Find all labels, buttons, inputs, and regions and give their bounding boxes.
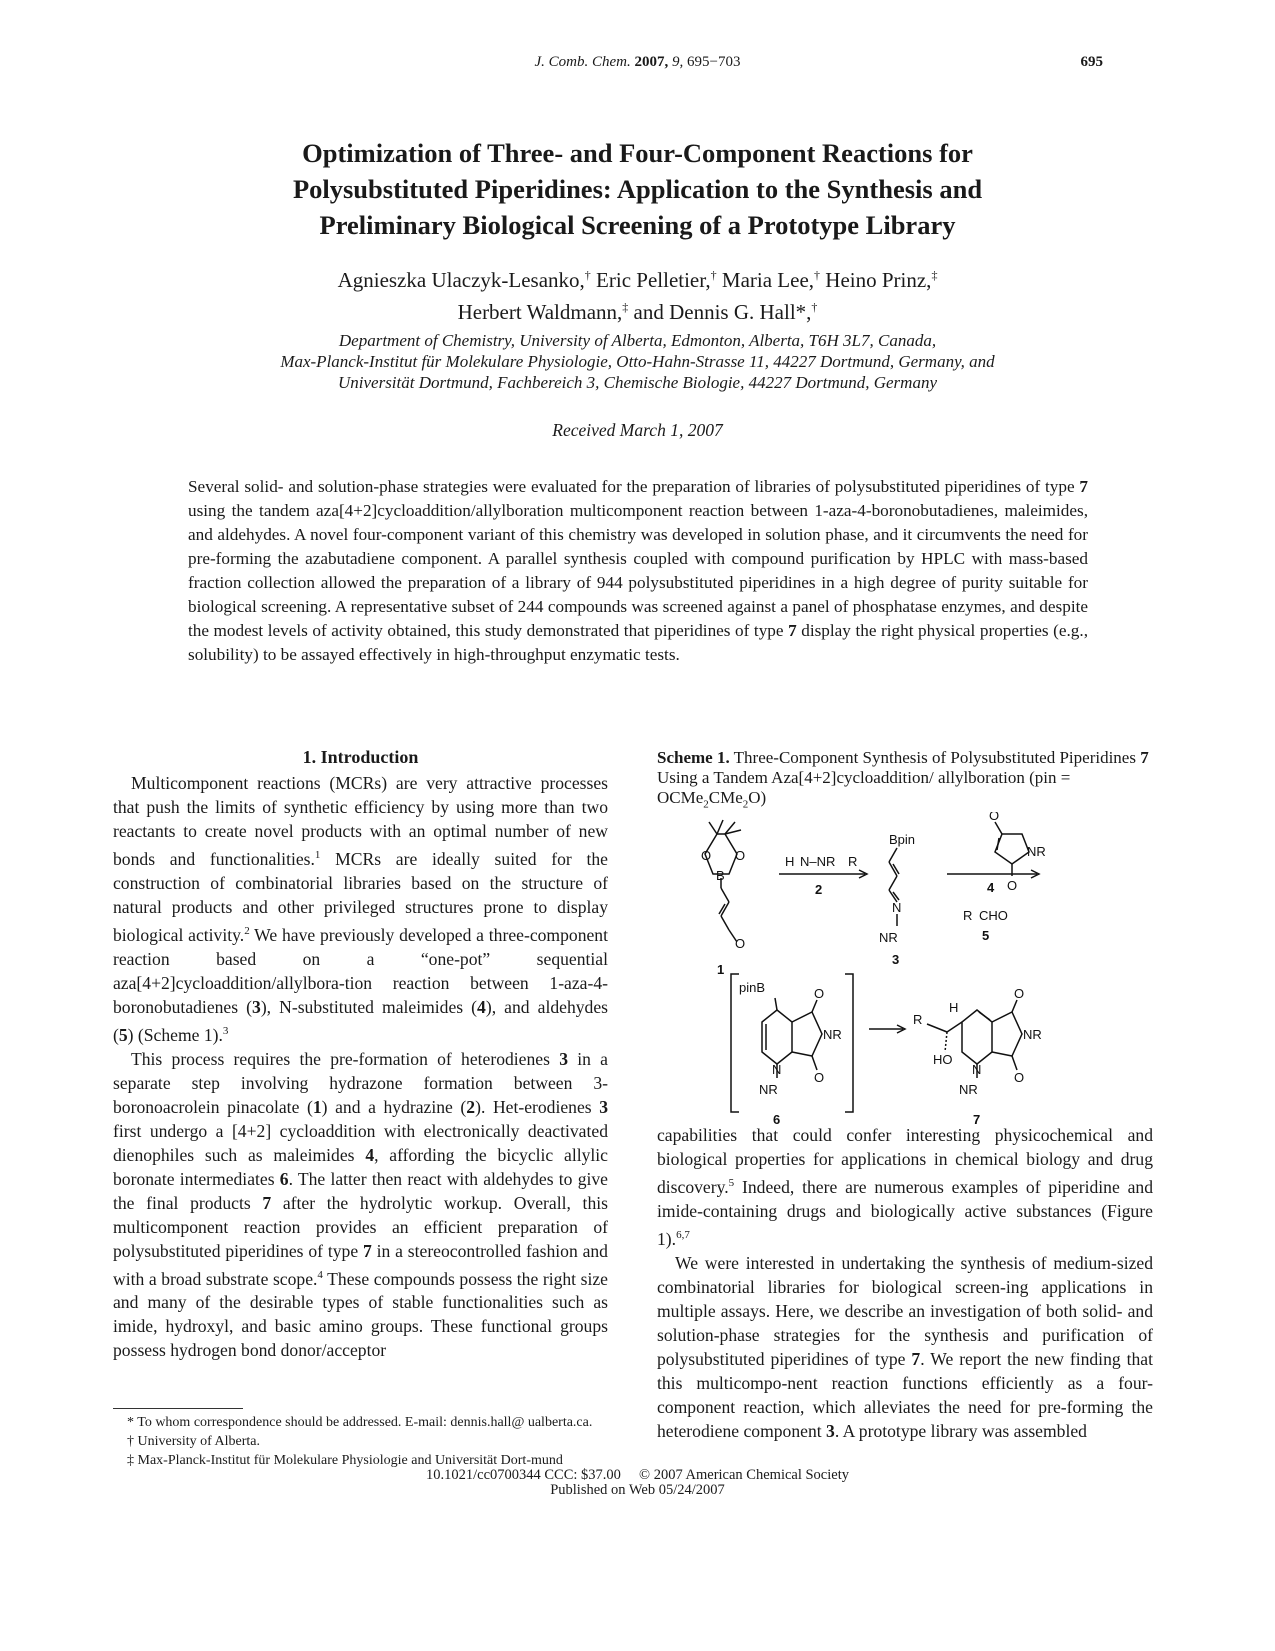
svg-text:O: O bbox=[814, 1070, 825, 1085]
affiliation-line: Department of Chemistry, University of Alberta, Edmonton, Alberta, T6H 3L7, Canada, bbox=[338, 331, 937, 350]
structure-lines bbox=[705, 820, 1039, 1112]
abstract-text: display the right physical properties (e.g., solubility) to be assayed effectively in high-throughput enzymatic tests. bbox=[188, 621, 1088, 664]
svg-text:R: R bbox=[913, 1012, 923, 1027]
svg-text:NR: NR bbox=[1023, 1027, 1042, 1042]
received-date: Received March 1, 2007 bbox=[552, 420, 723, 440]
svg-text:O: O bbox=[735, 848, 746, 863]
footnote: ‡ Max-Planck-Institut für Molekulare Physiologie and Universität Dort-mund bbox=[127, 1453, 563, 1468]
svg-text:O: O bbox=[735, 936, 746, 951]
intro-paragraph-2: This process requires the pre-formation of heterodienes 3 in a separate step involving hydrazone formation between 3-boronoacrolein pinacolate (1) and a hydrazine (2). Het-erodienes 3 first undergo a [4+2] cycloaddition with electronically deactivated dienophiles such as maleimides 4, affording the bicyclic allylic boronate intermediates 6. The latter then react with aldehydes to give the final products 7 after the hydrolytic workup. Overall, this multicomponent reaction provides an efficient preparation of polysubstituted piperidines of type 7 in a stereocontrolled fashion and with a broad substrate scope.$^4$ These compounds possess the right size and many of the desirable types of stable functionalities such as imide, hydroxyl, and basic amino groups. These functional groups possess hydrogen bond donor/acceptor bbox=[113, 1048, 609, 1361]
reaction-scheme bbox=[657, 812, 1153, 1152]
journal-volume: 9, bbox=[672, 54, 684, 70]
author-name: and Dennis G. Hall*, bbox=[633, 300, 812, 324]
svg-text:CHO: CHO bbox=[979, 908, 1008, 923]
svg-text:B: B bbox=[716, 868, 725, 883]
author-mark: † bbox=[814, 268, 821, 282]
svg-text:N: N bbox=[772, 1062, 782, 1077]
svg-text:3: 3 bbox=[892, 952, 900, 967]
author-name: Herbert Waldmann, bbox=[457, 300, 623, 324]
citation: 3 bbox=[222, 1024, 229, 1037]
svg-text:H: H bbox=[785, 854, 795, 869]
svg-text:O: O bbox=[1014, 986, 1025, 1001]
svg-text:HO: HO bbox=[933, 1052, 953, 1067]
author-mark: ‡ bbox=[931, 268, 938, 282]
scheme-caption: Scheme 1. Three-Component Synthesis of Polysubstituted Piperidines 7 Using a Tandem Aza[4+2]cycloaddition/ allylboration (pin = OCMe$_2$CMe$_2$O) bbox=[657, 748, 1149, 811]
left-column bbox=[113, 771, 608, 1362]
svg-text:2: 2 bbox=[815, 882, 823, 897]
citation: 6,7 bbox=[676, 1228, 690, 1241]
affiliation-line: Universität Dortmund, Fachbereich 3, Chemische Biologie, 44227 Dortmund, Germany bbox=[337, 373, 937, 392]
right-paragraph-2: We were interested in undertaking the synthesis of medium-sized combinatorial libraries for biological screen-ing applications in multiple assays. Here, we describe an investigation of both solid- and solution-phase strategies for the synthesis and purification of polysubstituted piperidines of type 7. We report the new finding that this multicompo-nent reaction functions efficiently as a four-component reaction, which alleviates the need for pre-forming the heterodiene component 3. A prototype library was assembled bbox=[657, 1252, 1153, 1441]
affiliation-line: Max-Planck-Institut für Molekulare Physiologie, Otto-Hahn-Strasse 11, 44227 Dortmund, Germany, and bbox=[280, 352, 995, 371]
footer-doi: 10.1021/cc0700344 CCC: $37.00 © 2007 American Chemical Society bbox=[425, 1467, 849, 1483]
author-mark: † bbox=[710, 268, 717, 282]
footnote-divider bbox=[113, 1408, 243, 1409]
journal-name: J. Comb. Chem. bbox=[534, 54, 631, 70]
abstract bbox=[188, 475, 1088, 667]
citation: 1 bbox=[314, 849, 321, 861]
footnote: * To whom correspondence should be addressed. E-mail: dennis.hall@ ualberta.ca. bbox=[127, 1415, 593, 1430]
svg-text:N: N bbox=[972, 1062, 982, 1077]
author-name: Agnieszka Ulaczyk-Lesanko, bbox=[337, 268, 585, 292]
svg-text:O: O bbox=[701, 848, 712, 863]
footnotes bbox=[113, 1414, 608, 1471]
compound-ref: 7 bbox=[788, 621, 797, 640]
title-line: Optimization of Three- and Four-Component Reactions for bbox=[302, 138, 973, 168]
affiliations bbox=[150, 330, 1125, 393]
right-column bbox=[657, 1123, 1153, 1443]
svg-text:O: O bbox=[814, 986, 825, 1001]
author-mark: † bbox=[811, 300, 818, 314]
citation: 5 bbox=[728, 1177, 735, 1189]
svg-text:O: O bbox=[1007, 878, 1018, 893]
svg-text:Bpin: Bpin bbox=[889, 832, 916, 847]
svg-text:N–NR: N–NR bbox=[800, 854, 836, 869]
svg-text:N: N bbox=[892, 900, 902, 915]
svg-text:NR: NR bbox=[1027, 844, 1046, 859]
footnote: † University of Alberta. bbox=[127, 1434, 260, 1449]
page-number: 695 bbox=[1080, 54, 1103, 70]
svg-text:NR: NR bbox=[759, 1082, 778, 1097]
svg-text:NR: NR bbox=[879, 930, 898, 945]
section-heading: 1. Introduction bbox=[302, 747, 419, 767]
svg-text:1: 1 bbox=[717, 962, 725, 977]
right-paragraph-1: capabilities that could confer interesting physicochemical and biological properties for applications in chemical biology and drug discovery.$^5$ Indeed, there are numerous examples of piperidine and imide-containing drugs and biologically active substances (Figure 1).$^{6,7}$ bbox=[657, 1125, 1153, 1249]
intro-paragraph-1: Multicomponent reactions (MCRs) are very attractive processes that push the limits of synthetic efficiency by using more than two reactants to create novel products with an optimal number of new bonds and functionalities.$^1$ MCRs are ideally suited for the construction of combinatorial libraries based on the structure of natural products and other privileged structures prone to display biological activity.$^2$ We have previously developed a three-component reaction based on a “one-pot” sequential aza[4+2]cycloaddition/allylbora-tion reaction between 1-aza-4-boronobutadienes (3), N-substituted maleimides (4), and aldehydes (5) (Scheme 1).$^3$ bbox=[113, 773, 608, 1045]
svg-text:6: 6 bbox=[773, 1112, 781, 1127]
author-name: Eric Pelletier, bbox=[596, 268, 711, 292]
author-list bbox=[160, 262, 1115, 326]
svg-text:H: H bbox=[949, 1000, 959, 1015]
svg-text:R: R bbox=[963, 908, 973, 923]
title-line: Polysubstituted Piperidines: Application to the Synthesis and bbox=[292, 174, 983, 204]
svg-text:5: 5 bbox=[982, 928, 990, 943]
svg-text:R: R bbox=[848, 854, 858, 869]
scheme-label: Scheme 1. bbox=[657, 748, 730, 767]
abstract-text: Several solid- and solution-phase strategies were evaluated for the preparation of libraries of polysubstituted piperidines of type bbox=[188, 477, 1080, 496]
author-mark: † bbox=[584, 268, 591, 282]
compound-ref: 7 bbox=[1079, 477, 1088, 496]
citation: 2 bbox=[244, 924, 250, 937]
author-name: Heino Prinz, bbox=[825, 268, 932, 292]
svg-text:O: O bbox=[989, 812, 1000, 823]
structure-labels bbox=[701, 812, 1046, 1127]
author-name: Maria Lee, bbox=[721, 268, 815, 292]
journal-year: 2007, bbox=[634, 54, 669, 70]
abstract-text: using the tandem aza[4+2]cycloaddition/allylboration multicomponent reaction between 1-aza-4-boronobutadienes, maleimides, and aldehydes. A novel four-component variant of this chemistry was developed in solution phase, and it circumvents the need for pre-forming the azabutadiene component. A parallel synthesis coupled with compound purification by HPLC with mass-based fraction collection allowed the preparation of a library of 944 polysubstituted piperidines in a high degree of purity suitable for biological screening. A representative subset of 244 compounds was screened against a panel of phosphatase enzymes, and despite the modest levels of activity obtained, this study demonstrated that piperidines of type bbox=[188, 501, 1088, 640]
svg-text:4: 4 bbox=[987, 880, 995, 895]
svg-text:NR: NR bbox=[823, 1027, 842, 1042]
author-mark: ‡ bbox=[622, 300, 629, 314]
svg-text:O: O bbox=[1014, 1070, 1025, 1085]
article-title bbox=[160, 135, 1115, 243]
svg-text:pinB: pinB bbox=[739, 980, 766, 995]
footer-published: Published on Web 05/24/2007 bbox=[550, 1482, 725, 1498]
journal-pages: 695−703 bbox=[687, 54, 741, 70]
svg-text:NR: NR bbox=[959, 1082, 978, 1097]
citation: 4 bbox=[317, 1268, 323, 1281]
svg-text:7: 7 bbox=[973, 1112, 981, 1127]
title-line: Preliminary Biological Screening of a Prototype Library bbox=[319, 210, 956, 240]
